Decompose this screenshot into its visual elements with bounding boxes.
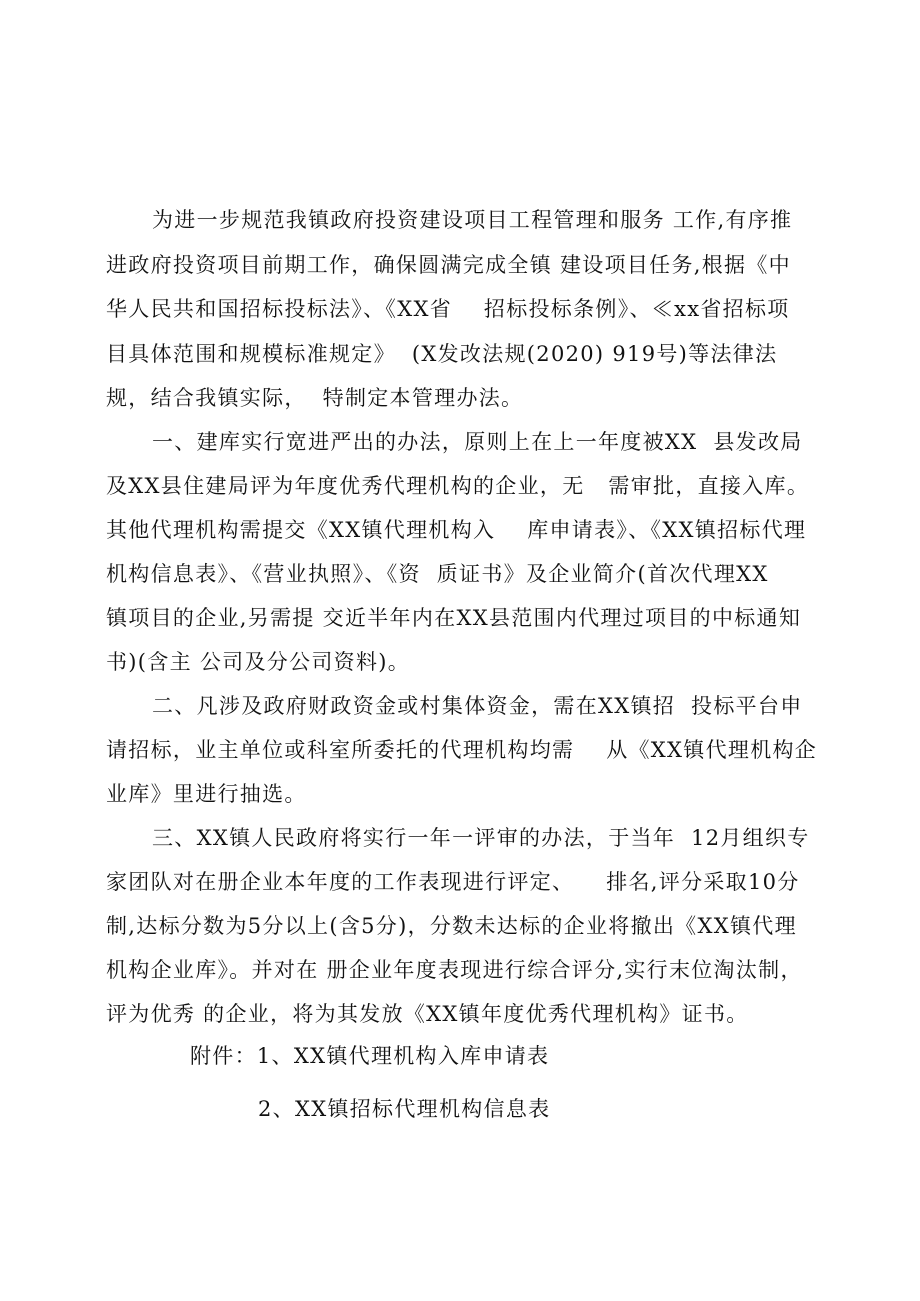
attachment-line-1: 附件：1、XX镇代理机构入库申请表	[190, 1044, 550, 1068]
paragraph-2-line-4: 机构信息表》、《营业执照》、《资 质证书》及企业简介(首次代理XX	[106, 562, 769, 586]
paragraph-2-line-3: 其他代理机构需提交《XX镇代理机构入 库申请表》、《XX镇招标代理	[106, 518, 807, 542]
paragraph-2-line-6: 书)(含主 公司及分公司资料)。	[106, 650, 411, 674]
paragraph-4-line-1: 三、XX镇人民政府将实行一年一评审的办法，于当年 12月组织专	[152, 826, 810, 850]
paragraph-3-line-1: 二、凡涉及政府财政资金或村集体资金，需在XX镇招 投标平台申	[152, 694, 803, 718]
paragraph-4-line-2: 家团队对在册企业本年度的工作表现进行评定、 排名,评分采取10分	[106, 870, 800, 894]
paragraph-1-line-1: 为进一步规范我镇政府投资建设项目工程管理和服务 工作,有序推	[152, 208, 793, 232]
paragraph-1-line-4: 目具体范围和规模标准规定》 (X发改法规(2020) 919号)等法律法	[106, 342, 778, 366]
paragraph-4-line-4: 机构企业库》。并对在 册企业年度表现进行综合评分,实行末位淘汰制，	[106, 958, 803, 982]
paragraph-2-line-1: 一、建库实行宽进严出的办法，原则上在上一年度被XX 县发改局	[152, 430, 803, 454]
paragraph-1-line-2: 进政府投资项目前期工作，确保圆满完成全镇 建设项目任务,根据《中	[106, 253, 791, 277]
attachment-line-2: 2、XX镇招标代理机构信息表	[258, 1097, 551, 1121]
paragraph-2-line-2: 及XX县住建局评为年度优秀代理机构的企业，无 需审批，直接入库。	[106, 474, 810, 498]
paragraph-4-line-5: 评为优秀 的企业，将为其发放《XX镇年度优秀代理机构》证书。	[106, 1002, 749, 1026]
paragraph-1-line-3: 华人民共和国招标投标法》、《XX省 招标投标条例》、≪xx省招标项	[106, 297, 790, 321]
paragraph-3-line-2: 请招标，业主单位或科室所委托的代理机构均需 从《XX镇代理机构企	[106, 738, 818, 762]
paragraph-4-line-3: 制,达标分数为5分以上(含5分)，分数未达标的企业将撤出《XX镇代理	[106, 914, 797, 938]
paragraph-1-line-5: 规，结合我镇实际， 特制定本管理办法。	[106, 386, 524, 410]
paragraph-3-line-3: 业库》里进行抽选。	[106, 782, 307, 806]
paragraph-2-line-5: 镇项目的企业,另需提 交近半年内在XX县范围内代理过项目的中标通知	[106, 606, 802, 630]
